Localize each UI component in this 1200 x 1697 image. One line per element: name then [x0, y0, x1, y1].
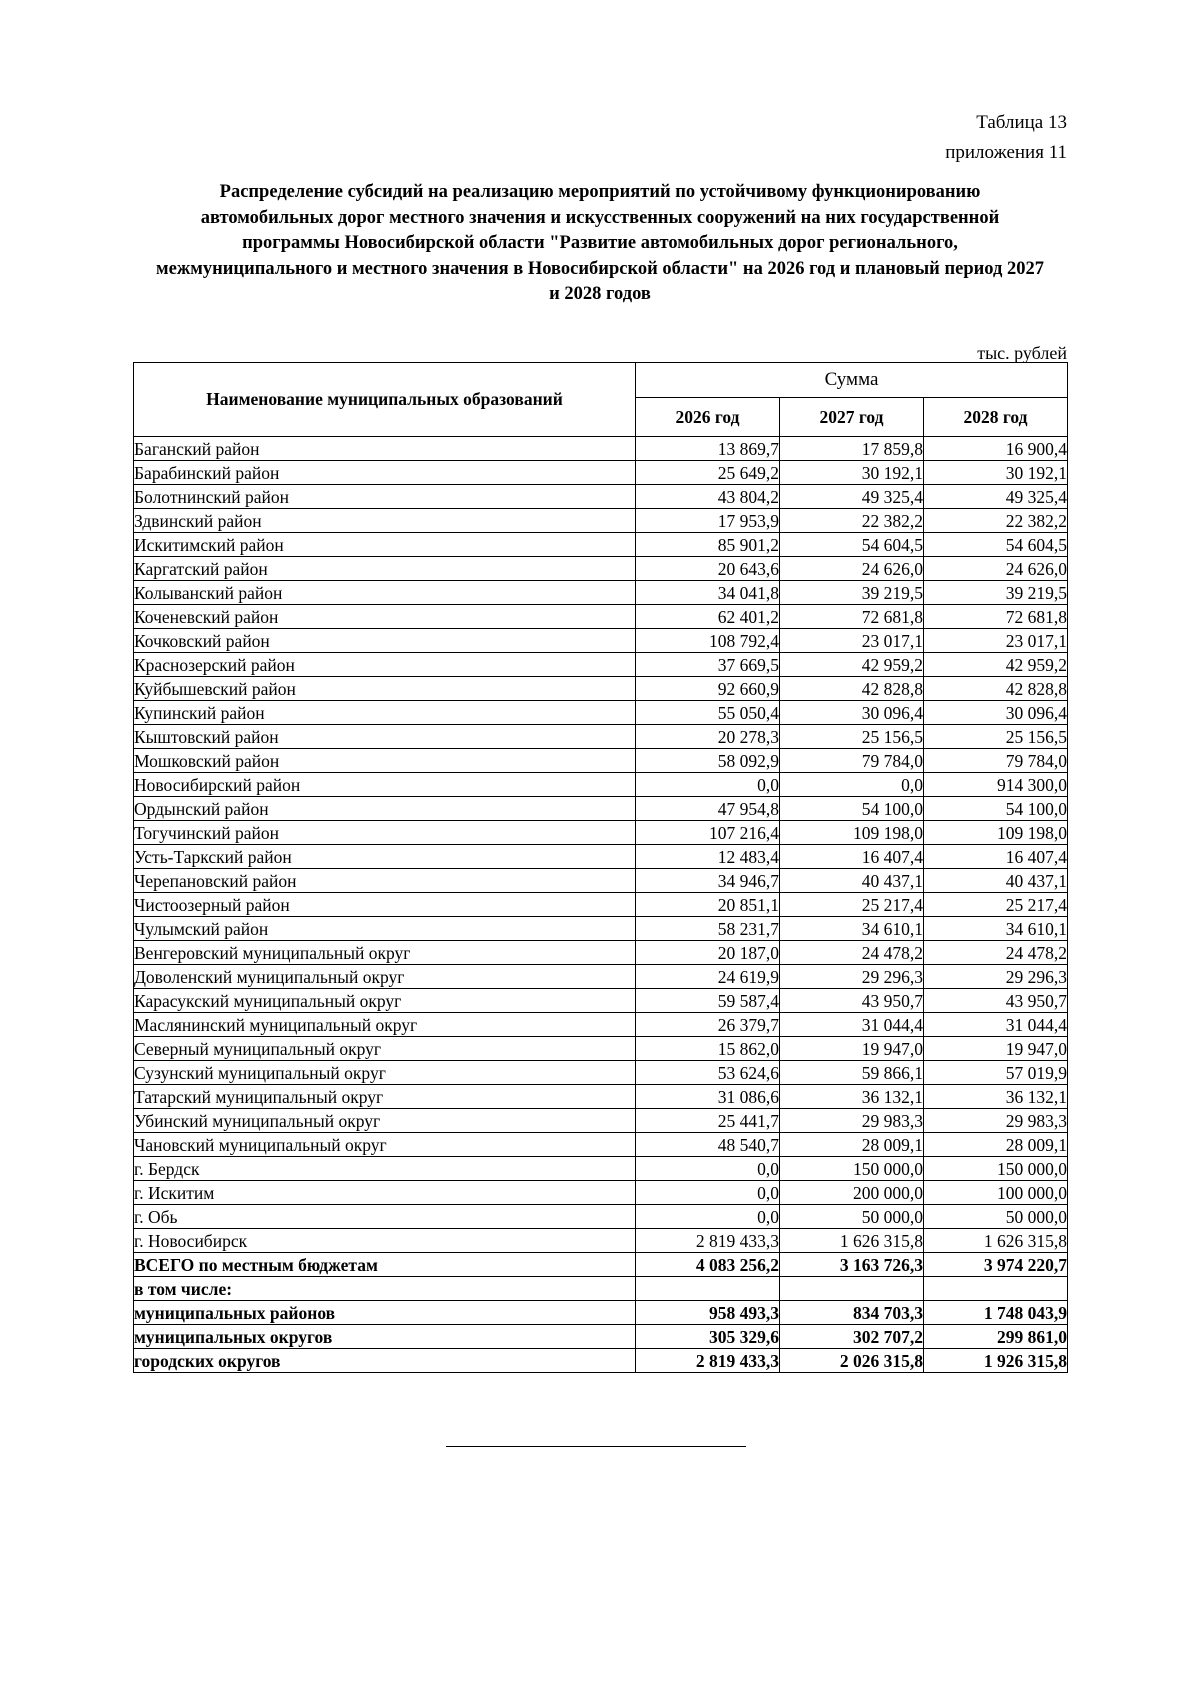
cell-municipality-name: Черепановский район [134, 869, 636, 893]
table-row [134, 941, 1068, 965]
cell-amount-2026: 24 619,9 [636, 965, 780, 989]
cell-amount-2026: 2 819 433,3 [636, 1229, 780, 1253]
cell-municipality-name: ВСЕГО по местным бюджетам [134, 1253, 636, 1277]
cell-amount-2026: 958 493,3 [636, 1301, 780, 1325]
cell-amount-2028: 25 217,4 [924, 893, 1068, 917]
cell-amount-2028: 30 096,4 [924, 701, 1068, 725]
cell-amount-2027: 43 950,7 [780, 989, 924, 1013]
cell-amount-2027: 29 983,3 [780, 1109, 924, 1133]
table-row [134, 677, 1068, 701]
column-header-2026: 2026 год [636, 398, 780, 437]
cell-amount-2026: 85 901,2 [636, 533, 780, 557]
cell-amount-2026: 47 954,8 [636, 797, 780, 821]
cell-amount-2026: 25 441,7 [636, 1109, 780, 1133]
table-row [134, 1109, 1068, 1133]
document-reference [945, 108, 1067, 168]
cell-municipality-name: Карасукский муниципальный округ [134, 989, 636, 1013]
cell-amount-2028: 42 959,2 [924, 653, 1068, 677]
column-header-2027: 2027 год [780, 398, 924, 437]
cell-amount-2026: 59 587,4 [636, 989, 780, 1013]
table-row [134, 461, 1068, 485]
cell-municipality-name: Венгеровский муниципальный округ [134, 941, 636, 965]
cell-municipality-name: Ордынский район [134, 797, 636, 821]
cell-municipality-name: Коченевский район [134, 605, 636, 629]
cell-amount-2028: 25 156,5 [924, 725, 1068, 749]
cell-amount-2027: 24 478,2 [780, 941, 924, 965]
table-row [134, 1349, 1068, 1373]
cell-amount-2027: 25 156,5 [780, 725, 924, 749]
cell-amount-2028: 24 478,2 [924, 941, 1068, 965]
cell-amount-2027: 42 828,8 [780, 677, 924, 701]
table-row [134, 797, 1068, 821]
table-row [134, 509, 1068, 533]
cell-amount-2028: 50 000,0 [924, 1205, 1068, 1229]
cell-amount-2026: 34 041,8 [636, 581, 780, 605]
table-row [134, 1205, 1068, 1229]
cell-municipality-name: Краснозерский район [134, 653, 636, 677]
cell-amount-2026: 0,0 [636, 1205, 780, 1229]
cell-amount-2028: 19 947,0 [924, 1037, 1068, 1061]
cell-amount-2027: 42 959,2 [780, 653, 924, 677]
table-row [134, 893, 1068, 917]
table-row [134, 989, 1068, 1013]
table-body [134, 437, 1068, 1373]
cell-amount-2028: 150 000,0 [924, 1157, 1068, 1181]
table-row [134, 581, 1068, 605]
units-note: тыс. рублей [977, 343, 1067, 363]
cell-amount-2026: 2 819 433,3 [636, 1349, 780, 1373]
cell-municipality-name: Маслянинский муниципальный округ [134, 1013, 636, 1037]
cell-amount-2026: 31 086,6 [636, 1085, 780, 1109]
table-row [134, 1037, 1068, 1061]
cell-amount-2026: 37 669,5 [636, 653, 780, 677]
cell-municipality-name: Колыванский район [134, 581, 636, 605]
cell-amount-2028: 29 983,3 [924, 1109, 1068, 1133]
cell-amount-2026: 48 540,7 [636, 1133, 780, 1157]
cell-amount-2028: 30 192,1 [924, 461, 1068, 485]
cell-amount-2028: 29 296,3 [924, 965, 1068, 989]
cell-amount-2027: 54 604,5 [780, 533, 924, 557]
cell-municipality-name: Сузунский муниципальный округ [134, 1061, 636, 1085]
column-header-2028: 2028 год [924, 398, 1068, 437]
cell-amount-2026: 20 278,3 [636, 725, 780, 749]
cell-municipality-name: Кочковский район [134, 629, 636, 653]
cell-municipality-name: г. Обь [134, 1205, 636, 1229]
cell-amount-2028: 31 044,4 [924, 1013, 1068, 1037]
cell-amount-2027: 302 707,2 [780, 1325, 924, 1349]
table-row [134, 773, 1068, 797]
table-row [134, 1157, 1068, 1181]
cell-amount-2027: 59 866,1 [780, 1061, 924, 1085]
cell-amount-2028: 914 300,0 [924, 773, 1068, 797]
table-row [134, 1085, 1068, 1109]
cell-amount-2028: 43 950,7 [924, 989, 1068, 1013]
cell-municipality-name: Здвинский район [134, 509, 636, 533]
cell-amount-2028: 100 000,0 [924, 1181, 1068, 1205]
cell-amount-2027: 109 198,0 [780, 821, 924, 845]
cell-municipality-name: Убинский муниципальный округ [134, 1109, 636, 1133]
table-row [134, 965, 1068, 989]
cell-municipality-name: Северный муниципальный округ [134, 1037, 636, 1061]
cell-amount-2026: 43 804,2 [636, 485, 780, 509]
cell-municipality-name: Чистоозерный район [134, 893, 636, 917]
cell-amount-2027: 16 407,4 [780, 845, 924, 869]
table-row [134, 869, 1068, 893]
cell-municipality-name: Чулымский район [134, 917, 636, 941]
cell-amount-2026: 92 660,9 [636, 677, 780, 701]
column-header-name: Наименование муниципальных образований [134, 363, 636, 437]
cell-amount-2026: 55 050,4 [636, 701, 780, 725]
cell-municipality-name: Татарский муниципальный округ [134, 1085, 636, 1109]
cell-municipality-name: Усть-Таркский район [134, 845, 636, 869]
cell-amount-2027: 22 382,2 [780, 509, 924, 533]
table-row [134, 821, 1068, 845]
title-line-2: автомобильных дорог местного значения и искусственных сооружений на них государственной [200, 207, 1000, 228]
table-row [134, 1253, 1068, 1277]
subsidy-table [133, 362, 1068, 1373]
cell-amount-2028: 28 009,1 [924, 1133, 1068, 1157]
cell-amount-2027: 30 192,1 [780, 461, 924, 485]
cell-amount-2027 [780, 1277, 924, 1301]
cell-amount-2028: 16 900,4 [924, 437, 1068, 461]
cell-amount-2028: 54 100,0 [924, 797, 1068, 821]
appendix-number: приложения 11 [945, 142, 1067, 163]
cell-amount-2026: 58 092,9 [636, 749, 780, 773]
table-row [134, 725, 1068, 749]
title-line-4: межмуниципального и местного значения в Новосибирской области" на 2026 год и плановый период 2027 [156, 258, 1044, 279]
cell-municipality-name: Каргатский район [134, 557, 636, 581]
cell-amount-2026: 25 649,2 [636, 461, 780, 485]
cell-municipality-name: Искитимский район [134, 533, 636, 557]
cell-municipality-name: Доволенский муниципальный округ [134, 965, 636, 989]
cell-municipality-name: Тогучинский район [134, 821, 636, 845]
cell-amount-2028: 42 828,8 [924, 677, 1068, 701]
cell-amount-2028: 299 861,0 [924, 1325, 1068, 1349]
cell-amount-2027: 79 784,0 [780, 749, 924, 773]
cell-municipality-name: г. Искитим [134, 1181, 636, 1205]
cell-amount-2026: 20 851,1 [636, 893, 780, 917]
cell-municipality-name: Новосибирский район [134, 773, 636, 797]
cell-amount-2028: 3 974 220,7 [924, 1253, 1068, 1277]
cell-amount-2027: 2 026 315,8 [780, 1349, 924, 1373]
cell-amount-2028: 24 626,0 [924, 557, 1068, 581]
cell-amount-2027: 30 096,4 [780, 701, 924, 725]
cell-amount-2028: 1 626 315,8 [924, 1229, 1068, 1253]
cell-amount-2028: 79 784,0 [924, 749, 1068, 773]
cell-amount-2026: 62 401,2 [636, 605, 780, 629]
table-row [134, 1061, 1068, 1085]
cell-municipality-name: Барабинский район [134, 461, 636, 485]
cell-amount-2027: 17 859,8 [780, 437, 924, 461]
title-line-3: программы Новосибирской области "Развитие автомобильных дорог регионального, [242, 233, 958, 253]
cell-amount-2026: 108 792,4 [636, 629, 780, 653]
cell-amount-2026: 17 953,9 [636, 509, 780, 533]
table-row [134, 749, 1068, 773]
cell-amount-2028: 54 604,5 [924, 533, 1068, 557]
cell-municipality-name: муниципальных районов [134, 1301, 636, 1325]
cell-amount-2028: 1 748 043,9 [924, 1301, 1068, 1325]
cell-amount-2028: 34 610,1 [924, 917, 1068, 941]
cell-amount-2026: 20 187,0 [636, 941, 780, 965]
cell-amount-2027: 24 626,0 [780, 557, 924, 581]
page-title [140, 180, 1060, 308]
table-row [134, 1013, 1068, 1037]
cell-municipality-name: в том числе: [134, 1277, 636, 1301]
cell-amount-2027: 19 947,0 [780, 1037, 924, 1061]
table-row [134, 1301, 1068, 1325]
cell-amount-2026: 15 862,0 [636, 1037, 780, 1061]
cell-amount-2028: 36 132,1 [924, 1085, 1068, 1109]
cell-amount-2027: 834 703,3 [780, 1301, 924, 1325]
cell-amount-2027: 50 000,0 [780, 1205, 924, 1229]
title-line-1: Распределение субсидий на реализацию мероприятий по устойчивому функционированию [219, 182, 981, 202]
table-header [134, 363, 1068, 437]
cell-amount-2026: 107 216,4 [636, 821, 780, 845]
cell-amount-2026: 305 329,6 [636, 1325, 780, 1349]
cell-amount-2027: 49 325,4 [780, 485, 924, 509]
cell-amount-2026: 13 869,7 [636, 437, 780, 461]
cell-amount-2026 [636, 1277, 780, 1301]
table-row [134, 557, 1068, 581]
cell-amount-2027: 36 132,1 [780, 1085, 924, 1109]
cell-amount-2027: 200 000,0 [780, 1181, 924, 1205]
cell-amount-2026: 0,0 [636, 773, 780, 797]
subsidy-table-container [133, 362, 1067, 1373]
table-row [134, 917, 1068, 941]
table-row [134, 1181, 1068, 1205]
table-row [134, 653, 1068, 677]
cell-amount-2026: 12 483,4 [636, 845, 780, 869]
cell-amount-2026: 20 643,6 [636, 557, 780, 581]
cell-municipality-name: Куйбышевский район [134, 677, 636, 701]
cell-amount-2028: 57 019,9 [924, 1061, 1068, 1085]
title-line-5: и 2028 годов [549, 284, 651, 304]
table-row [134, 485, 1068, 509]
cell-municipality-name: Мошковский район [134, 749, 636, 773]
cell-amount-2026: 26 379,7 [636, 1013, 780, 1037]
cell-amount-2027: 1 626 315,8 [780, 1229, 924, 1253]
cell-amount-2027: 3 163 726,3 [780, 1253, 924, 1277]
cell-amount-2027: 29 296,3 [780, 965, 924, 989]
cell-amount-2027: 40 437,1 [780, 869, 924, 893]
cell-amount-2026: 0,0 [636, 1157, 780, 1181]
cell-municipality-name: муниципальных округов [134, 1325, 636, 1349]
cell-amount-2027: 31 044,4 [780, 1013, 924, 1037]
cell-municipality-name: Кыштовский район [134, 725, 636, 749]
table-row [134, 437, 1068, 461]
cell-amount-2027: 0,0 [780, 773, 924, 797]
cell-amount-2026: 53 624,6 [636, 1061, 780, 1085]
table-row [134, 533, 1068, 557]
cell-amount-2028: 109 198,0 [924, 821, 1068, 845]
cell-municipality-name: Купинский район [134, 701, 636, 725]
footer-divider [446, 1446, 746, 1447]
table-row [134, 1277, 1068, 1301]
cell-municipality-name: Болотнинский район [134, 485, 636, 509]
cell-amount-2027: 28 009,1 [780, 1133, 924, 1157]
cell-amount-2026: 34 946,7 [636, 869, 780, 893]
table-row [134, 629, 1068, 653]
table-number: Таблица 13 [976, 112, 1067, 133]
table-header-row-group [134, 363, 1068, 398]
cell-amount-2027: 72 681,8 [780, 605, 924, 629]
column-header-sum: Сумма [636, 363, 1068, 398]
cell-amount-2028: 16 407,4 [924, 845, 1068, 869]
table-row [134, 1133, 1068, 1157]
cell-amount-2028: 40 437,1 [924, 869, 1068, 893]
table-row [134, 701, 1068, 725]
cell-amount-2028: 22 382,2 [924, 509, 1068, 533]
table-row [134, 845, 1068, 869]
cell-municipality-name: г. Новосибирск [134, 1229, 636, 1253]
table-row [134, 1229, 1068, 1253]
cell-amount-2027: 25 217,4 [780, 893, 924, 917]
cell-amount-2026: 0,0 [636, 1181, 780, 1205]
cell-municipality-name: городских округов [134, 1349, 636, 1373]
cell-amount-2027: 54 100,0 [780, 797, 924, 821]
cell-municipality-name: г. Бердск [134, 1157, 636, 1181]
cell-amount-2027: 39 219,5 [780, 581, 924, 605]
cell-amount-2028: 23 017,1 [924, 629, 1068, 653]
cell-amount-2028: 49 325,4 [924, 485, 1068, 509]
cell-amount-2026: 58 231,7 [636, 917, 780, 941]
cell-amount-2028: 39 219,5 [924, 581, 1068, 605]
cell-amount-2028 [924, 1277, 1068, 1301]
cell-amount-2028: 1 926 315,8 [924, 1349, 1068, 1373]
cell-amount-2027: 23 017,1 [780, 629, 924, 653]
cell-amount-2028: 72 681,8 [924, 605, 1068, 629]
cell-municipality-name: Чановский муниципальный округ [134, 1133, 636, 1157]
cell-amount-2026: 4 083 256,2 [636, 1253, 780, 1277]
table-row [134, 605, 1068, 629]
cell-amount-2027: 34 610,1 [780, 917, 924, 941]
table-row [134, 1325, 1068, 1349]
cell-municipality-name: Баганский район [134, 437, 636, 461]
cell-amount-2027: 150 000,0 [780, 1157, 924, 1181]
